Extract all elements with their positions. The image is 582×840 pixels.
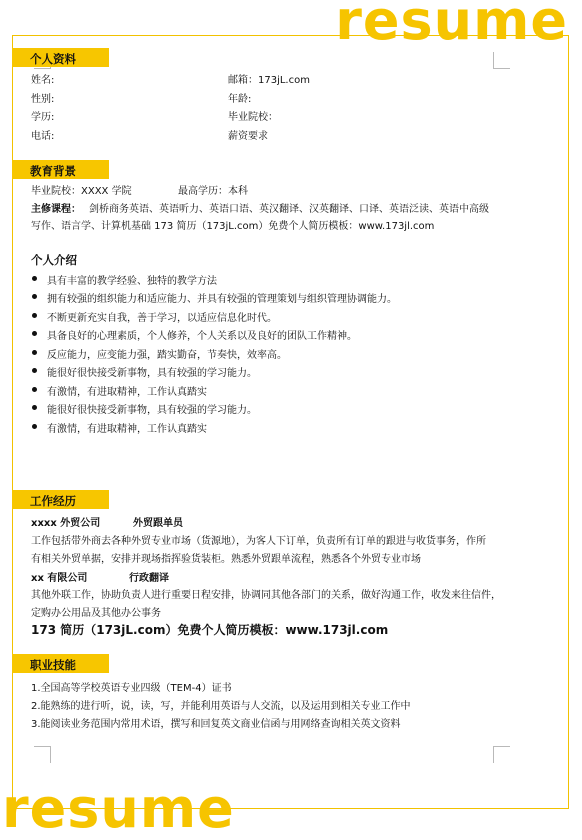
watermark-top: resume: [335, 0, 568, 52]
section-header-work: [12, 490, 109, 509]
intro-item: 具有丰富的教学经验、独特的教学方法: [47, 276, 217, 287]
bullet-icon: [32, 313, 37, 318]
job2-company: xx 有限公司: [31, 573, 88, 584]
bullet-icon: [32, 350, 37, 355]
intro-item: 不断更新充实自我，善于学习，以适应信息化时代。: [47, 313, 277, 324]
job1-desc-line1: 工作包括带外商去各种外贸专业市场（货源地），为客人下订单，负责所有订单的跟进与收货事务，作所: [31, 536, 486, 547]
section-title-personal: 个人资料: [30, 52, 76, 66]
bullet-icon: [32, 405, 37, 410]
job2-title: 行政翻译: [129, 573, 169, 584]
watermark-bottom: resume: [2, 777, 235, 840]
section-header-personal: [12, 48, 109, 67]
job1-company: xxxx 外贸公司: [31, 518, 101, 529]
bullet-icon: [32, 276, 37, 281]
salary-field: 薪资要求: [228, 131, 268, 142]
section-title-work: 工作经历: [30, 494, 76, 508]
intro-item: 有激情，有进取精神，工作认真踏实: [47, 424, 207, 435]
name-field: 姓名:: [31, 75, 55, 86]
intro-item: 有激情，有进取精神，工作认真踏实: [47, 387, 207, 398]
bullet-icon: [32, 368, 37, 373]
intro-heading: 个人介绍: [31, 253, 77, 267]
school-field: 毕业院校：: [228, 112, 278, 123]
job1-title: 外贸跟单员: [133, 518, 183, 529]
age-field: 年龄:: [228, 94, 252, 105]
intro-item: 能很好很快接受新事物，具有较强的学习能力。: [47, 405, 257, 416]
intro-item: 能很好很快接受新事物，具有较强的学习能力。: [47, 368, 257, 379]
corner-mark-bottom-right: [493, 746, 510, 763]
corner-mark-bottom-left: [34, 746, 51, 763]
section-title-education: 教育背景: [30, 164, 76, 178]
edu-courses-line1: 剑桥商务英语、英语听力、英语口语、英汉翻译、汉英翻译、口译、英语泛读、英语中高级: [89, 204, 489, 215]
skill-item: 1.全国高等学校英语专业四级（TEM-4）证书: [31, 683, 232, 694]
edu-school: 毕业院校：XXXX 学院: [31, 186, 132, 197]
edu-degree: 最高学历：本科: [178, 186, 248, 197]
bullet-icon: [32, 424, 37, 429]
edu-courses-line2: 写作、语言学、计算机基础 173 简历（173jL.com）免费个人简历模板：www.173jl.com: [31, 221, 435, 232]
skill-item: 3.能阅读业务范围内常用术语，撰写和回复英文商业信函与用网络查询相关英文资料: [31, 719, 401, 730]
education-field: 学历:: [31, 112, 55, 123]
bullet-icon: [32, 387, 37, 392]
section-header-skills: [12, 654, 109, 673]
intro-item: 拥有较强的组织能力和适应能力、并具有较强的管理策划与组织管理协调能力。: [47, 294, 397, 305]
section-title-skills: 职业技能: [30, 658, 76, 672]
phone-field: 电话:: [31, 131, 55, 142]
bullet-icon: [32, 294, 37, 299]
edu-courses-label: 主修课程：: [31, 204, 81, 215]
job2-desc-line2: 定购办公用品及其他办公事务: [31, 608, 161, 619]
section-header-education: [12, 160, 109, 179]
email-field: 邮箱：173jL.com: [228, 75, 310, 86]
bullet-icon: [32, 331, 37, 336]
skill-item: 2.能熟练的进行听，说，读，写，并能利用英语与人交流，以及运用到相关专业工作中: [31, 701, 411, 712]
intro-item: 具备良好的心理素质，个人修养，个人关系以及良好的团队工作精神。: [47, 331, 357, 342]
job2-desc-line1: 其他外联工作，协助负责人进行重要日程安排，协调同其他各部门的关系，做好沟通工作，收发来往信件，: [31, 590, 501, 601]
intro-item: 反应能力，应变能力强，踏实勤奋，节奏快，效率高。: [47, 350, 287, 361]
job1-desc-line2: 有相关外贸单据，安排并现场指挥验货装柜。熟悉外贸跟单流程，熟悉各个外贸专业市场: [31, 554, 421, 565]
corner-mark-top-right: [493, 52, 510, 69]
gender-field: 性别:: [31, 94, 55, 105]
promo-line: 173 简历（173jL.com）免费个人简历模板：www.173jl.com: [31, 623, 389, 637]
